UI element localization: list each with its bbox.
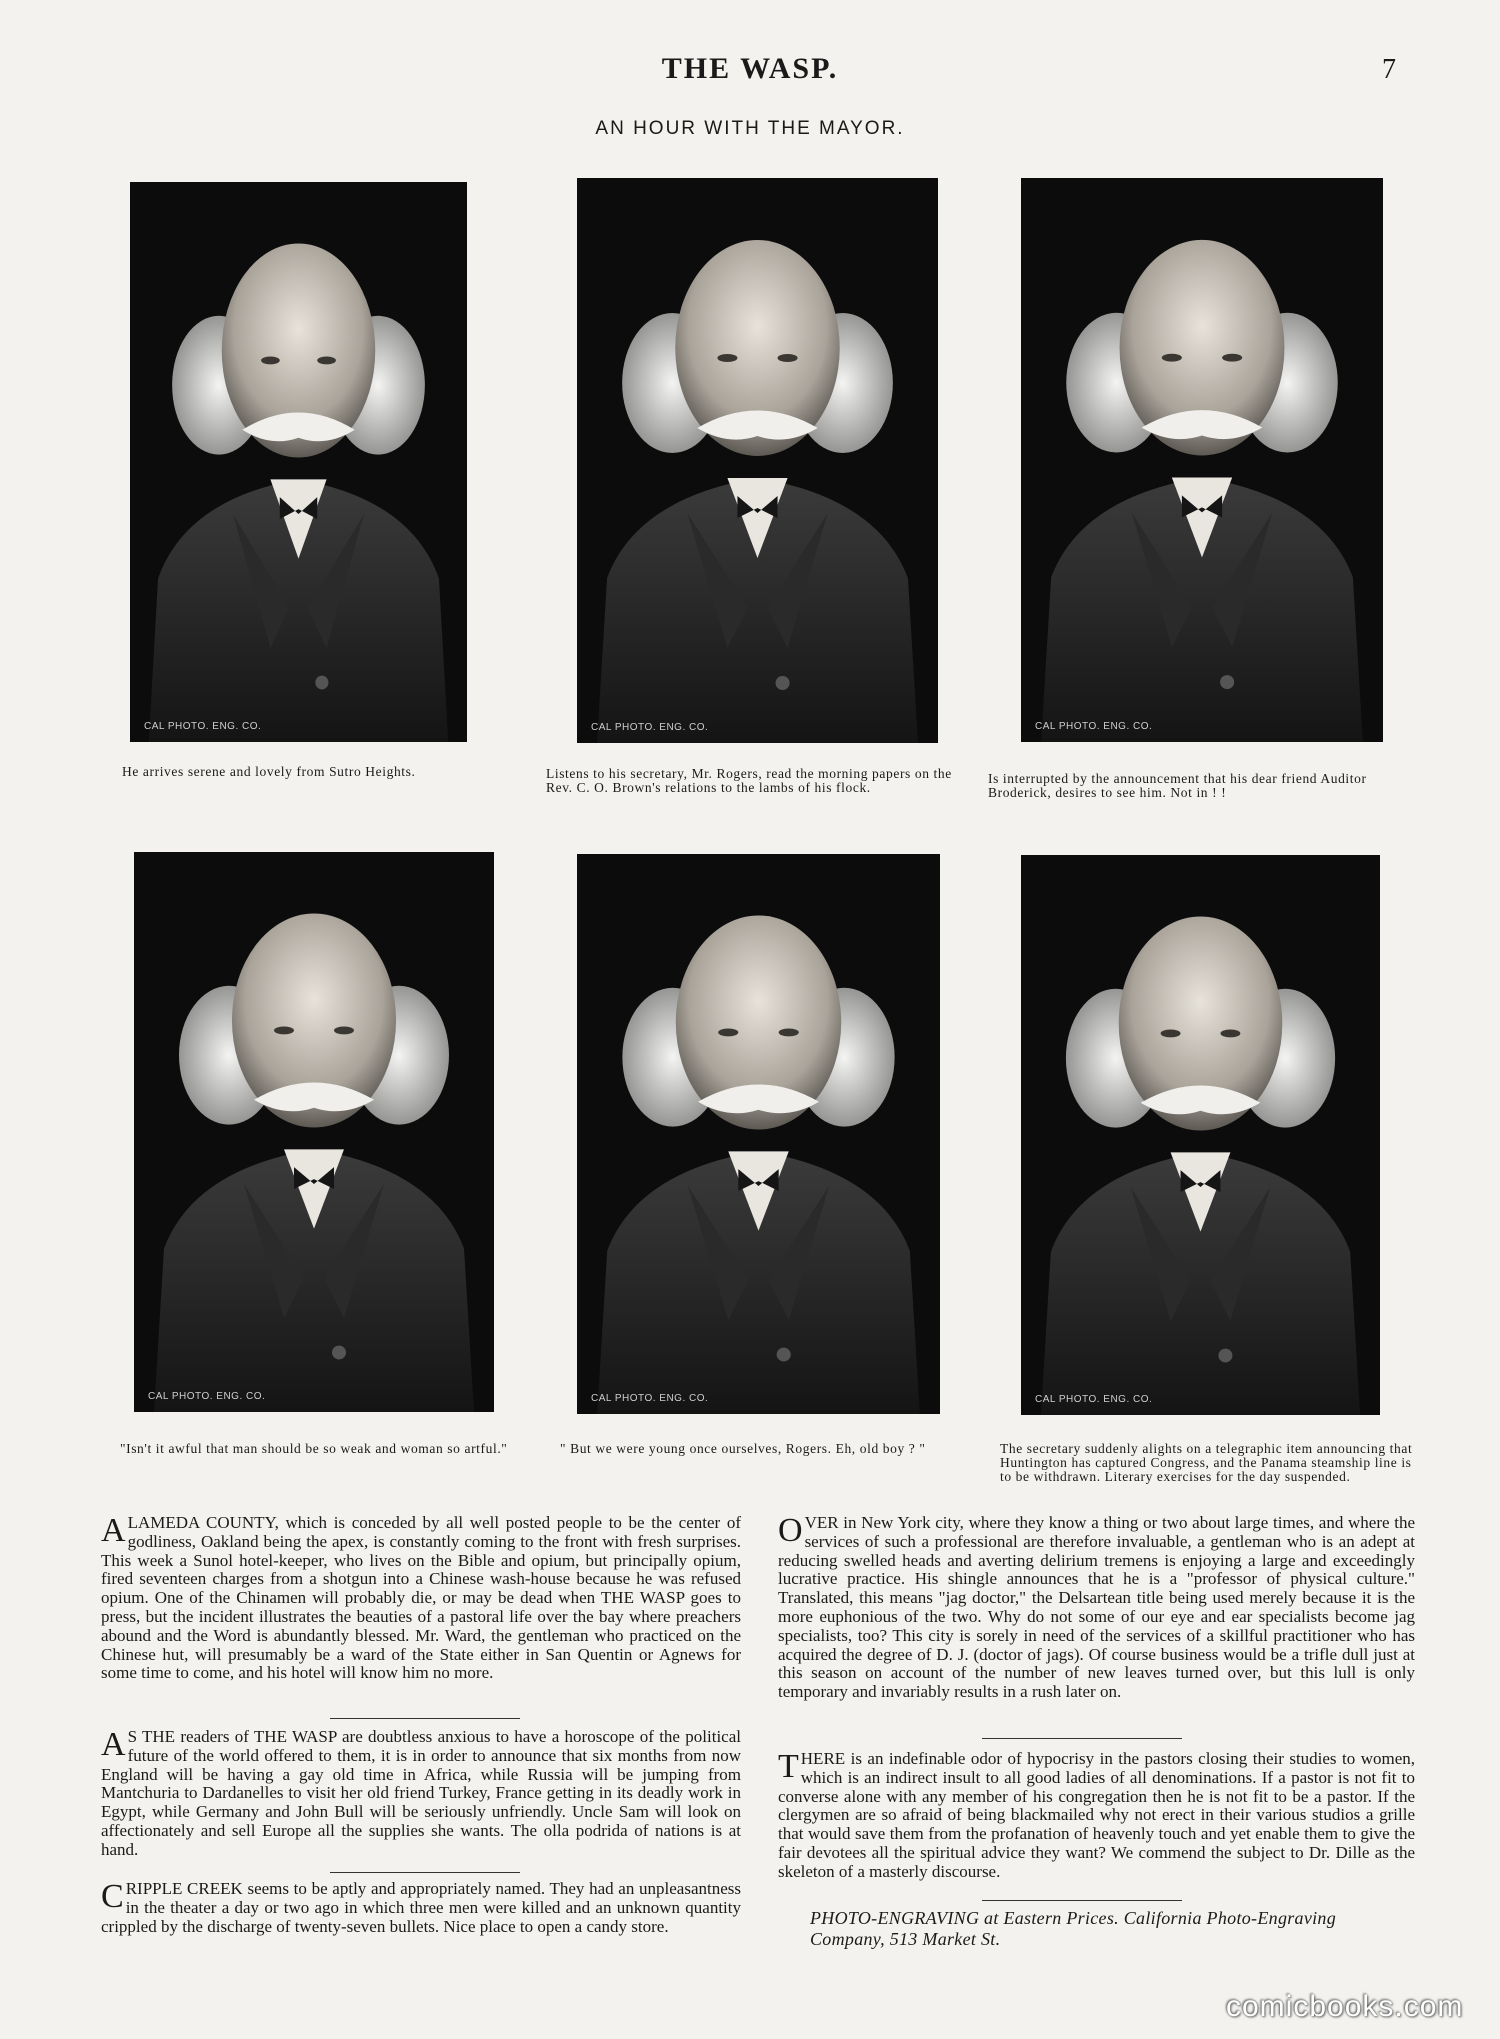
article-cripple-creek bbox=[101, 1880, 741, 1936]
photo-credit: CAL PHOTO. ENG. CO. bbox=[1035, 721, 1153, 732]
portrait-photo-2 bbox=[577, 178, 938, 743]
drop-cap: A bbox=[101, 1512, 126, 1549]
photo-caption-5: " But we were young once ourselves, Rogers. Eh, old boy ? " bbox=[560, 1441, 926, 1456]
photo-caption-3: Is interrupted by the announcement that his dear friend Auditor Broderick, desires to see him. Not in ! ! bbox=[988, 771, 1367, 800]
article-horoscope bbox=[101, 1728, 741, 1860]
photo-caption-2: Listens to his secretary, Mr. Rogers, read the morning papers on the Rev. C. O. Brown's relations to the lambs of his flock. bbox=[546, 766, 952, 795]
photo-caption-4: "Isn't it awful that man should be so weak and woman so artful." bbox=[120, 1441, 508, 1456]
drop-cap: T bbox=[778, 1748, 799, 1785]
photo-credit: CAL PHOTO. ENG. CO. bbox=[591, 1393, 709, 1404]
portrait-image bbox=[1021, 178, 1383, 742]
photo-credit: CAL PHOTO. ENG. CO. bbox=[1035, 1394, 1153, 1405]
advertisement: PHOTO-ENGRAVING at Eastern Prices. California Photo-Engraving Company, 513 Market St. bbox=[810, 1908, 1337, 1949]
portrait-image bbox=[134, 852, 494, 1412]
article-new-york bbox=[778, 1514, 1415, 1702]
column-divider bbox=[330, 1718, 520, 1719]
article-alameda bbox=[101, 1514, 741, 1683]
drop-cap: A bbox=[101, 1726, 126, 1763]
masthead: THE WASP. bbox=[661, 52, 839, 85]
column-divider bbox=[982, 1738, 1182, 1739]
article-hypocrisy bbox=[778, 1750, 1415, 1882]
portrait-photo-5 bbox=[577, 854, 940, 1414]
page-number: 7 bbox=[1382, 54, 1396, 85]
page-title: AN HOUR WITH THE MAYOR. bbox=[595, 118, 905, 139]
column-divider bbox=[982, 1900, 1182, 1901]
portrait-image bbox=[1021, 855, 1380, 1415]
portrait-photo-1 bbox=[130, 182, 467, 742]
portrait-image bbox=[577, 854, 940, 1414]
article-text: VER in New York city, where they know a thing or two about large times, and where the services of such a professional are therefore invaluable, a gentleman who is an adept at reducing swelled heads and averting delirium tremens is enjoying a large and exceedingly lucrative practice. His shingle announces that he is a "professor of physical culture." Translated, this means "jag doctor," the Delsartean title being used merely because it is the more euphonious of the two. Why do not some of our eye and ear specialists become jag specialists, too? This city is sorely in need of the services of a skillful practitioner who has acquired the degree of D. J. (doctor of jags). Of course business would be a trifle dull just at this season on account of the number of new leaves turned over, but this lull is only temporary and invariably results in a rush later on. bbox=[778, 1513, 1415, 1702]
article-text: RIPPLE CREEK seems to be aptly and appropriately named. They had an unpleasantness in the theater a day or two ago in which three men were killed and an unknown quantity crippled by the discharge of twenty-seven bullets. Nice place to open a candy store. bbox=[101, 1879, 741, 1936]
article-text: HERE is an indefinable odor of hypocrisy in the pastors closing their studies to women, which is an indirect insult to all good ladies of all denominations. If a pastor is not fit to converse alone with any member of his congregation then he is not fit to be a pastor. If the clergymen are so afraid of being blackmailed why not erect in their various studios a grille that would save them from the profanation of heavenly touch and yet enable them to give the fair devotees all the spiritual advice they want? We commend the subject to Dr. Dille as the skeleton of a masterly discourse. bbox=[778, 1749, 1415, 1881]
watermark: comicbooks.com bbox=[1226, 1990, 1464, 2023]
article-text: S THE readers of THE WASP are doubtless anxious to have a horoscope of the political future of the world offered to them, it is in order to announce that six months from now England will be having a gay old time in Africa, while Russia will be jumping from Mantchuria to Dardanelles to visit her old friend Turkey, France getting in its deadly work in Egypt, while Germany and John Bull will be seriously unfriendly. Uncle Sam will look on affectionately and sell Europe all the supplies she wants. The olla podrida of nations is at hand. bbox=[101, 1727, 741, 1859]
photo-caption-1: He arrives serene and lovely from Sutro Heights. bbox=[122, 764, 416, 779]
column-divider bbox=[330, 1872, 520, 1873]
portrait-photo-4 bbox=[134, 852, 494, 1412]
drop-cap: O bbox=[778, 1512, 803, 1549]
portrait-photo-6 bbox=[1021, 855, 1380, 1415]
portrait-image bbox=[130, 182, 467, 742]
photo-credit: CAL PHOTO. ENG. CO. bbox=[144, 721, 262, 732]
portrait-photo-3 bbox=[1021, 178, 1383, 742]
photo-credit: CAL PHOTO. ENG. CO. bbox=[148, 1391, 266, 1402]
article-text: LAMEDA COUNTY, which is conceded by all well posted people to be the center of godliness, Oakland being the apex, is constantly coming to the front with fresh surprises. This week a Sunol hotel-keeper, who lives on the Bible and opium, but principally opium, fired seventeen charges from a shotgun into a Chinese wash-house because he was refused opium. One of the Chinamen will probably die, or may be dead when THE WASP goes to press, but the incident illustrates the beauties of a pastoral life over the bay where preachers abound and the Word is abundantly blessed. Mr. Ward, the gentleman who practiced on the Chinese hut, will presumably be a ward of the State either in San Quentin or Agnews for some time to come, and his hotel will know him no more. bbox=[101, 1513, 741, 1683]
portrait-image bbox=[577, 178, 938, 743]
photo-credit: CAL PHOTO. ENG. CO. bbox=[591, 722, 709, 733]
drop-cap: C bbox=[101, 1878, 124, 1915]
photo-caption-6: The secretary suddenly alights on a telegraphic item announcing that Huntington has captured Congress, and the Panama steamship line is to be withdrawn. Literary exercises for the day suspended. bbox=[1000, 1441, 1413, 1484]
